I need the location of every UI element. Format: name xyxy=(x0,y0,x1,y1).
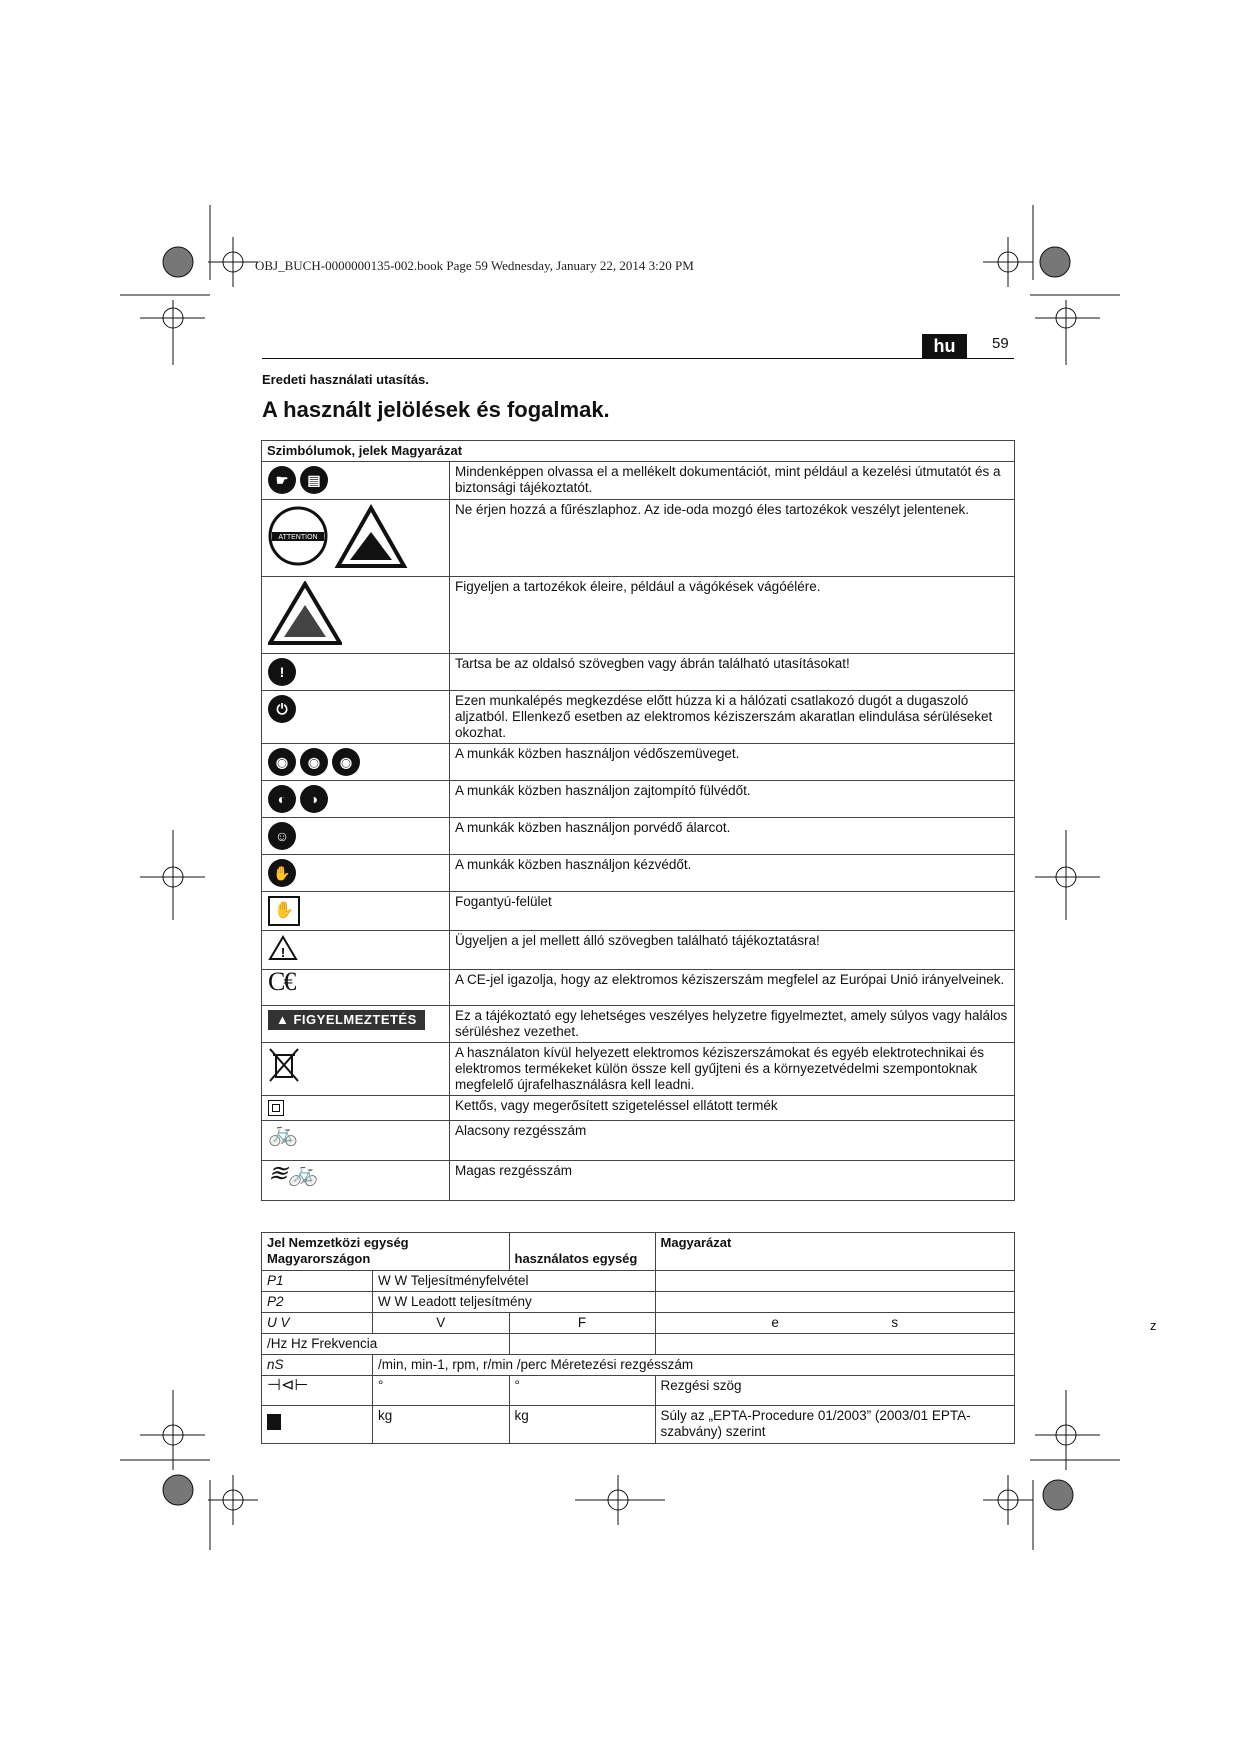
symbol-description: Ügyeljen a jel mellett álló szövegben található tájékoztatásra! xyxy=(450,931,1015,970)
unit-value: W W Leadott teljesítmény xyxy=(373,1292,656,1313)
book-icon: ▤ xyxy=(300,466,328,494)
unit-value: /min, min-1, rpm, r/min /perc Méretezési rezgésszám xyxy=(373,1355,1015,1376)
units-header-col2 xyxy=(509,1233,655,1271)
unit-value: ° xyxy=(373,1376,510,1406)
symbol-description: Ezen munkalépés megkezdése előtt húzza ki a hálózati csatlakozó dugót a dugaszoló aljzatból. Ellenkező esetben az elektromos kéziszerszám akaratlan elindulása sérüléseket okozhat. xyxy=(450,691,1015,744)
table-row xyxy=(262,1096,1015,1121)
symbol-description: Kettős, vagy megerősített szigeteléssel ellátott termék xyxy=(450,1096,1015,1121)
figyelmeztetes-badge-text: FIGYELMEZTETÉS xyxy=(293,1012,417,1027)
unit-explanation: e s xyxy=(655,1313,1014,1334)
grip-surface-icon: ✋ xyxy=(268,896,300,926)
language-badge: hu xyxy=(922,334,967,358)
symbols-table-header xyxy=(262,441,1015,462)
unit-symbol xyxy=(262,1292,373,1313)
symbol-description: Fogantyú-felület xyxy=(450,892,1015,931)
weee-bin-icon xyxy=(268,1047,300,1083)
unit-explanation: Rezgési szög xyxy=(655,1376,1014,1406)
symbol-description: A munkák közben használjon zajtompító fülvédőt. xyxy=(450,781,1015,818)
double-insulation-icon xyxy=(268,1100,284,1116)
table-row xyxy=(262,691,1015,744)
table-row xyxy=(262,781,1015,818)
symbol-description: A használaton kívül helyezett elektromos kéziszerszámokat és egyéb elektrotechnikai és elektromos termékeket külön össze kell gyűjteni és a környezetvédelmi szempontoknak megfelelő újrafelhasználásra kell leadni. xyxy=(450,1043,1015,1096)
symbol-description: Magas rezgésszám xyxy=(450,1161,1015,1201)
symbol-description: A munkák közben használjon porvédő álarcot. xyxy=(450,818,1015,855)
weight-icon xyxy=(267,1414,281,1430)
symbols-header-cell: Szimbólumok, jelek Magyarázat xyxy=(262,441,1015,462)
unit-value: W W Teljesítményfelvétel xyxy=(373,1271,656,1292)
symbol-description: Ez a tájékoztató egy lehetséges veszélyes helyzetre figyelmeztet, amely súlyos vagy halálos sérüléshez vezethet. xyxy=(450,1006,1015,1043)
table-row xyxy=(262,892,1015,931)
symbol-description: Alacsony rezgésszám xyxy=(450,1121,1015,1161)
table-row xyxy=(262,577,1015,654)
units-table xyxy=(261,1232,1015,1444)
table-row xyxy=(262,1006,1015,1043)
unplug-icon: ⏻ xyxy=(268,695,296,723)
table-row xyxy=(262,1355,1015,1376)
symbol-description: A CE-jel igazolja, hogy az elektromos kéziszerszám megfelel az Európai Unió irányelveinek. xyxy=(450,970,1015,1006)
dust-mask-icon: ☺ xyxy=(268,822,296,850)
symbols-table xyxy=(261,440,1015,1201)
units-header-col2-text: használatos egység xyxy=(514,1251,638,1266)
unit-value-hu: kg xyxy=(509,1406,655,1444)
unit-value: V xyxy=(373,1313,510,1334)
table-row xyxy=(262,931,1015,970)
table-row xyxy=(262,500,1015,577)
unit-symbol xyxy=(262,1406,373,1444)
ear-protection-icon: ◑ xyxy=(300,785,328,813)
vibration-angle-icon: ⊣⊲⊢ xyxy=(267,1377,309,1395)
unit-explanation xyxy=(655,1271,1014,1292)
symbol-description: A munkák közben használjon kézvédőt. xyxy=(450,855,1015,892)
table-row xyxy=(262,462,1015,500)
unit-value: kg xyxy=(373,1406,510,1444)
eye-protection-icon: ◉ xyxy=(332,748,360,776)
eye-protection-icon: ◉ xyxy=(300,748,328,776)
attention-blade-icon xyxy=(268,504,408,568)
sharp-edge-warning-icon xyxy=(268,581,342,645)
unit-value-hu xyxy=(509,1334,655,1355)
read-manual-icon: ☛ xyxy=(268,466,296,494)
page-title: A használt jelölések és fogalmak. xyxy=(262,397,610,422)
svg-text:ATTENTION: ATTENTION xyxy=(278,534,318,541)
stray-char: z xyxy=(1150,1318,1157,1333)
unit-symbol: U V xyxy=(262,1313,373,1334)
symbol-description: Figyeljen a tartozékok éleire, például a vágókések vágóélére. xyxy=(450,577,1015,654)
symbol-description: Mindenképpen olvassa el a mellékelt dokumentációt, mint például a kezelési útmutatót és a biztonsági tájékoztatót. xyxy=(450,462,1015,500)
table-row xyxy=(262,1313,1015,1334)
unit-symbol-text: P1 xyxy=(267,1273,284,1288)
unit-value-hu: F xyxy=(509,1313,655,1334)
unit-explanation: Súly az „EPTA-Procedure 01/2003” (2003/01 EPTA-szabvány) szerint xyxy=(655,1406,1014,1444)
figyelmeztetes-badge: ▲ FIGYELMEZTETÉS xyxy=(268,1010,425,1030)
header-rule xyxy=(262,358,1014,359)
warning-triangle-icon xyxy=(268,935,298,961)
table-row xyxy=(262,1334,1015,1355)
unit-symbol xyxy=(262,1376,373,1406)
table-row xyxy=(262,1043,1015,1096)
table-row xyxy=(262,818,1015,855)
symbol-description: A munkák közben használjon védőszemüveget. xyxy=(450,744,1015,781)
exclamation-icon: ! xyxy=(268,658,296,686)
subtitle: Eredeti használati utasítás. xyxy=(262,372,429,387)
symbol-description: Ne érjen hozzá a fűrészlaphoz. Az ide-oda mozgó éles tartozékok veszélyt jelentenek. xyxy=(450,500,1015,577)
table-row xyxy=(262,1121,1015,1161)
eye-protection-icon: ◉ xyxy=(268,748,296,776)
symbol-description: Tartsa be az oldalsó szövegben vagy ábrán található utasításokat! xyxy=(450,654,1015,691)
units-header-col3: Magyarázat xyxy=(655,1233,1014,1271)
units-table-header xyxy=(262,1233,1015,1271)
high-vibration-icon: ≋🚲 xyxy=(268,1159,318,1187)
unit-symbol: nS xyxy=(262,1355,373,1376)
table-row xyxy=(262,1406,1015,1444)
unit-explanation xyxy=(655,1334,1014,1355)
gloves-icon: ✋ xyxy=(268,859,296,887)
unit-symbol: /Hz Hz Frekvencia xyxy=(262,1334,510,1355)
table-row xyxy=(262,654,1015,691)
unit-explanation xyxy=(655,1292,1014,1313)
table-row xyxy=(262,855,1015,892)
table-row xyxy=(262,1376,1015,1406)
low-vibration-icon: 🚲 xyxy=(268,1119,298,1147)
page-number: 59 xyxy=(992,335,1009,352)
table-row xyxy=(262,1271,1015,1292)
print-line: OBJ_BUCH-0000000135-002.book Page 59 Wednesday, January 22, 2014 3:20 PM xyxy=(255,258,694,273)
table-row xyxy=(262,1161,1015,1201)
table-row xyxy=(262,744,1015,781)
table-row xyxy=(262,970,1015,1006)
unit-symbol xyxy=(262,1271,373,1292)
unit-symbol-text: P2 xyxy=(267,1294,284,1309)
svg-text:!: ! xyxy=(280,945,286,960)
ce-mark-icon: C€ xyxy=(268,967,295,997)
table-row xyxy=(262,1292,1015,1313)
unit-value-hu: ° xyxy=(509,1376,655,1406)
units-header-col1: Jel Nemzetközi egység Magyarországon xyxy=(262,1233,510,1271)
ear-protection-icon: ◐ xyxy=(268,785,296,813)
